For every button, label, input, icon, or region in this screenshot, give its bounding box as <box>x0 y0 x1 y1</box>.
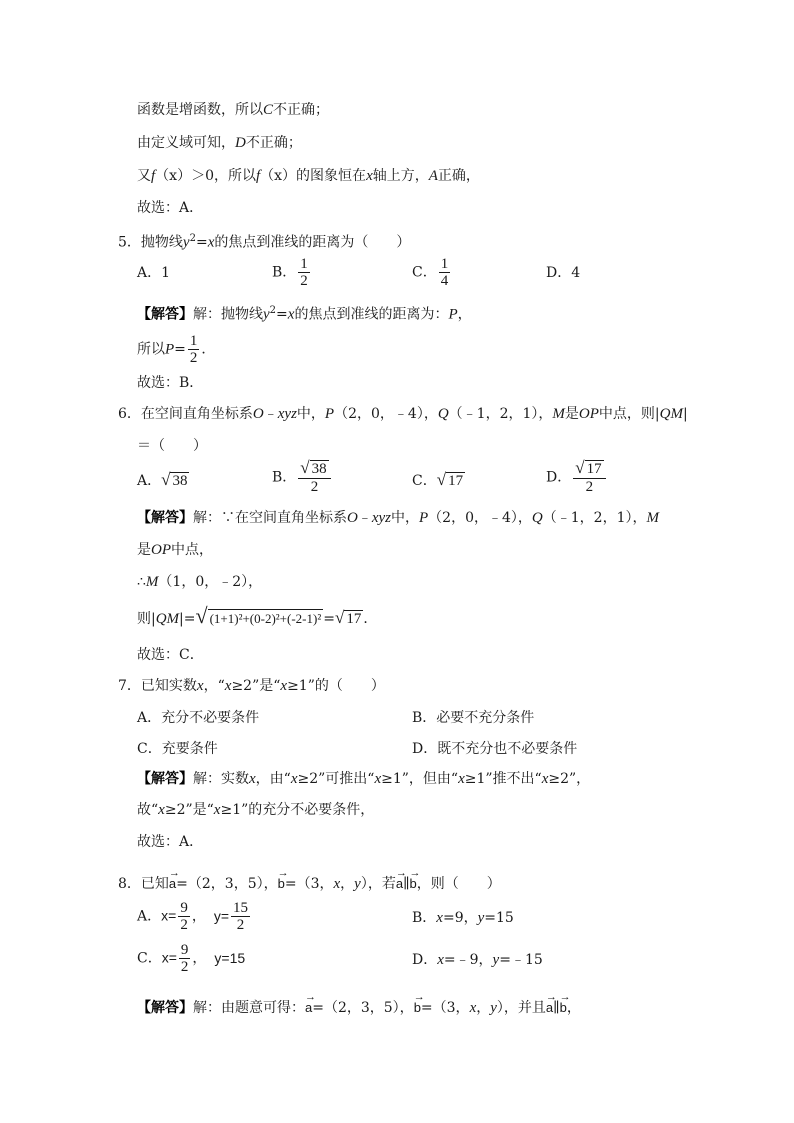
math-var: x <box>158 802 165 818</box>
option-d: D．既不充分也不必要条件 <box>412 741 578 757</box>
answer-line <box>137 508 659 528</box>
math-var: x <box>280 678 288 694</box>
text: 解：由题意可得： <box>193 1000 305 1016</box>
math-var: x <box>224 678 232 694</box>
option-d <box>546 460 608 495</box>
text: 所以 <box>137 341 165 358</box>
math-var: x <box>249 771 256 787</box>
fraction <box>231 900 250 933</box>
text: 由定义域可知， <box>137 135 235 151</box>
math-var: x <box>436 910 443 926</box>
math-var: y <box>182 234 190 251</box>
sqrt: √ 17 <box>334 608 362 627</box>
radicand: 17 <box>346 611 362 627</box>
vector-a: → a <box>305 992 312 1018</box>
radicand: (1+1)²+(0-2)²+(-2-1)² <box>209 611 322 626</box>
answer-tag: 【解答】 <box>137 510 193 526</box>
text: ），并且 <box>496 1000 546 1016</box>
text: 的焦点到准线的距离为： <box>294 306 449 323</box>
sqrt: √ 17 <box>436 470 464 489</box>
option-c: C．充要条件 <box>137 741 218 757</box>
option-c <box>137 942 245 975</box>
answer-line <box>137 572 262 592</box>
answer-tag: 【解答】 <box>137 306 193 323</box>
math-var: QM <box>659 406 683 422</box>
text: ），若 <box>360 876 396 892</box>
math-var: xyz <box>277 406 297 422</box>
math-var: x <box>196 678 204 694</box>
option-label: C． <box>412 473 437 489</box>
text: =（3， <box>420 1000 470 1016</box>
text: ， <box>191 908 206 925</box>
math-var: f <box>151 168 156 184</box>
radicand: 17 <box>586 461 602 477</box>
vector-b: → b <box>560 992 567 1018</box>
math-var: M <box>552 406 565 422</box>
text: =（2，3，5）， <box>312 1000 414 1016</box>
choose-line: 故选：A． <box>137 834 204 850</box>
vector-a: → a <box>546 992 553 1018</box>
radicand: 17 <box>448 473 464 489</box>
radicand: 38 <box>172 473 188 489</box>
math-var: Q <box>437 406 449 422</box>
text: 解：∵在空间直角坐标系 <box>193 510 347 526</box>
text: =（2，3，5）， <box>176 876 278 892</box>
math-var: x <box>207 234 215 251</box>
math-text: y=15 <box>214 949 246 966</box>
denominator: 2 <box>189 350 198 366</box>
answer-tag: 【解答】 <box>137 771 193 787</box>
math-var: x <box>290 771 298 787</box>
math-var: P <box>419 510 429 526</box>
text: 的焦点到准线的距离为（ ） <box>214 234 411 251</box>
text: ≥2”， <box>548 771 591 787</box>
parallel-symbol: ∥ <box>403 876 410 892</box>
math-var: P <box>448 306 458 323</box>
math-var: O <box>252 406 264 422</box>
math-var: OP <box>578 406 599 422</box>
option-a <box>137 900 252 933</box>
option-a: A．1 <box>137 265 171 281</box>
text: 中， <box>391 510 419 526</box>
text: =9， <box>442 910 478 926</box>
choose-line: 故选：A． <box>137 200 204 216</box>
text: （x）＞0，所以 <box>155 168 256 184</box>
option-label: D． <box>546 469 572 486</box>
denominator: 2 <box>236 917 245 933</box>
text: ≥1”的充分不必要条件， <box>220 802 375 818</box>
text: 中， <box>296 406 325 422</box>
math-var: x <box>374 771 382 787</box>
text: 轴上方， <box>372 168 429 184</box>
math-var: x <box>469 1000 477 1016</box>
text: ≥1”的（ ） <box>287 678 385 694</box>
option-label: B． <box>272 264 297 281</box>
math-var: x <box>333 876 341 892</box>
math-var: f <box>255 168 261 184</box>
math-var: C <box>263 102 274 118</box>
text: ，“ <box>203 678 225 694</box>
text: 7．已知实数 <box>118 678 197 694</box>
text: 是 <box>564 406 579 422</box>
fraction <box>179 942 191 975</box>
option-a <box>137 470 189 490</box>
text: 中点， <box>171 542 213 558</box>
answer-line <box>137 301 472 325</box>
denominator: 2 <box>180 959 189 975</box>
text: | <box>682 406 688 422</box>
sqrt: √ (1+1)²+(0-2)²+(-2-1)² <box>195 603 322 628</box>
option-b <box>272 460 333 495</box>
text: = <box>195 234 208 251</box>
text-line <box>137 166 480 186</box>
text-line <box>137 100 329 120</box>
math-text: x= <box>161 949 177 966</box>
text: 则| <box>137 611 156 627</box>
option-label: C． <box>137 950 162 967</box>
answer-line <box>137 992 581 1018</box>
text: =﹣9， <box>443 952 493 968</box>
parallel-symbol: ∥ <box>553 1000 560 1016</box>
text: （﹣1，2，1）， <box>542 510 647 526</box>
answer-line <box>137 800 374 820</box>
fraction <box>178 900 190 933</box>
math-var: P <box>165 341 175 358</box>
option-label: C． <box>412 264 437 281</box>
radicand: 38 <box>311 461 327 477</box>
text: 故“ <box>137 802 159 818</box>
option-d <box>412 949 543 969</box>
fraction: $\frac{√ 38}{2}$ <box>298 460 330 495</box>
text: = <box>276 306 288 323</box>
text: ，则（ ） <box>416 876 501 892</box>
text: 8．已知 <box>118 876 169 892</box>
question-8-stem <box>118 868 501 894</box>
choose-line: 故选：C． <box>137 647 204 663</box>
option-d: D．4 <box>546 265 581 281</box>
text: （1，0，﹣2）， <box>158 574 263 590</box>
math-text: y= <box>213 907 229 924</box>
text: 不正确； <box>273 102 330 118</box>
text: ≥1”，但由“ <box>381 771 459 787</box>
question-5-stem <box>118 229 410 253</box>
text: ， <box>340 876 355 892</box>
math-var: y <box>263 306 270 323</box>
text: = <box>174 341 186 358</box>
text: ， <box>566 1000 581 1016</box>
vector-b: → b <box>278 868 285 894</box>
text: =15 <box>484 910 514 926</box>
math-var: y <box>477 910 485 926</box>
answer-line <box>137 333 215 366</box>
text: 是 <box>137 542 151 558</box>
numerator: 1 <box>189 333 198 349</box>
text: =（3， <box>284 876 334 892</box>
text: （2，0，﹣4）， <box>334 406 438 422</box>
option-label: B． <box>272 469 297 486</box>
question-6-stem <box>118 404 688 424</box>
math-var: y <box>354 876 361 892</box>
math-text: x= <box>161 907 177 924</box>
text: ≥2”是“ <box>164 802 214 818</box>
text: ． <box>363 611 378 627</box>
text: 6．在空间直角坐标系 <box>118 406 253 422</box>
option-label: D． <box>412 952 438 968</box>
math-var: y <box>490 1000 497 1016</box>
numerator: 9 <box>180 900 188 916</box>
math-var: xyz <box>371 510 391 526</box>
numerator: 1 <box>300 256 308 272</box>
option-label: A． <box>137 908 162 925</box>
text: ， <box>192 950 207 967</box>
denominator: 4 <box>440 273 449 289</box>
math-var: x <box>213 802 221 818</box>
math-var: O <box>347 510 358 526</box>
option-a: A．充分不必要条件 <box>137 710 260 726</box>
math-var: x <box>366 168 373 184</box>
numerator: 15 <box>233 900 248 916</box>
text: ∴ <box>137 574 146 590</box>
denominator: 2 <box>180 917 188 933</box>
text: ≥1”推不出“ <box>464 771 542 787</box>
vector-a: → a <box>169 868 176 894</box>
choose-line: 故选：B． <box>137 375 204 391</box>
math-var: QM <box>155 611 180 627</box>
text: 不正确； <box>245 135 302 151</box>
math-var: P <box>324 406 335 422</box>
option-b <box>412 907 514 927</box>
vector-b: → b <box>414 992 421 1018</box>
answer-line <box>137 769 590 789</box>
fraction <box>188 333 200 366</box>
answer-line <box>137 603 378 629</box>
exponent: 2 <box>269 305 277 316</box>
numerator: 1 <box>440 256 449 272</box>
text: 5．抛物线 <box>118 234 183 251</box>
option-b: B．必要不充分条件 <box>412 710 535 726</box>
vector-a: → a <box>396 868 403 894</box>
denominator: 2 <box>300 273 308 289</box>
math-var: D <box>235 135 246 151</box>
text: ﹣ <box>263 406 278 422</box>
answer-line <box>137 540 213 560</box>
math-var: OP <box>151 542 171 558</box>
text: ， <box>457 306 472 323</box>
text: ． <box>201 341 216 358</box>
math-var: M <box>145 574 159 590</box>
fraction <box>439 256 451 289</box>
exponent: 2 <box>189 233 196 244</box>
question-6-stem-cont: ＝（ ） <box>137 438 207 454</box>
math-var: M <box>646 510 659 526</box>
text: 解：实数 <box>193 771 249 787</box>
text: 解：抛物线 <box>193 306 263 323</box>
math-var: Q <box>531 510 543 526</box>
text: （x）的图象恒在 <box>260 168 367 184</box>
text-line <box>137 133 302 153</box>
math-var: x <box>287 306 295 323</box>
math-var: x <box>437 952 444 968</box>
text: 正确， <box>437 168 480 184</box>
text: ≥2”可推出“ <box>297 771 375 787</box>
numerator: 9 <box>180 942 189 958</box>
option-c <box>412 256 452 289</box>
math-var: x <box>458 771 465 787</box>
text: =﹣15 <box>499 952 543 968</box>
denominator: 2 <box>585 479 594 495</box>
vector-b: → b <box>410 868 417 894</box>
question-7-stem <box>118 676 385 696</box>
text: 函数是增函数，所以 <box>137 102 263 118</box>
text: ≥2”是“ <box>231 678 281 694</box>
text: （﹣1，2，1）， <box>448 406 553 422</box>
option-b <box>272 256 312 289</box>
math-var: x <box>541 771 549 787</box>
text: ，由“ <box>255 771 291 787</box>
denominator: 2 <box>310 479 319 495</box>
text: 中点，则| <box>598 406 660 422</box>
text: 又 <box>137 168 151 184</box>
text: （2，0，﹣4）， <box>428 510 532 526</box>
text: |= <box>179 611 196 627</box>
option-c <box>412 470 465 490</box>
fraction: $\frac{√ 17}{2}$ <box>573 460 605 495</box>
option-label: B． <box>412 910 437 926</box>
answer-tag: 【解答】 <box>137 1000 193 1016</box>
math-var: A <box>428 168 438 184</box>
math-var: y <box>492 952 500 968</box>
option-label: A． <box>137 473 162 489</box>
sqrt: √ 38 <box>161 470 188 489</box>
text: ﹣ <box>357 510 372 526</box>
fraction <box>298 256 310 289</box>
text: ， <box>476 1000 491 1016</box>
text: = <box>323 611 335 627</box>
